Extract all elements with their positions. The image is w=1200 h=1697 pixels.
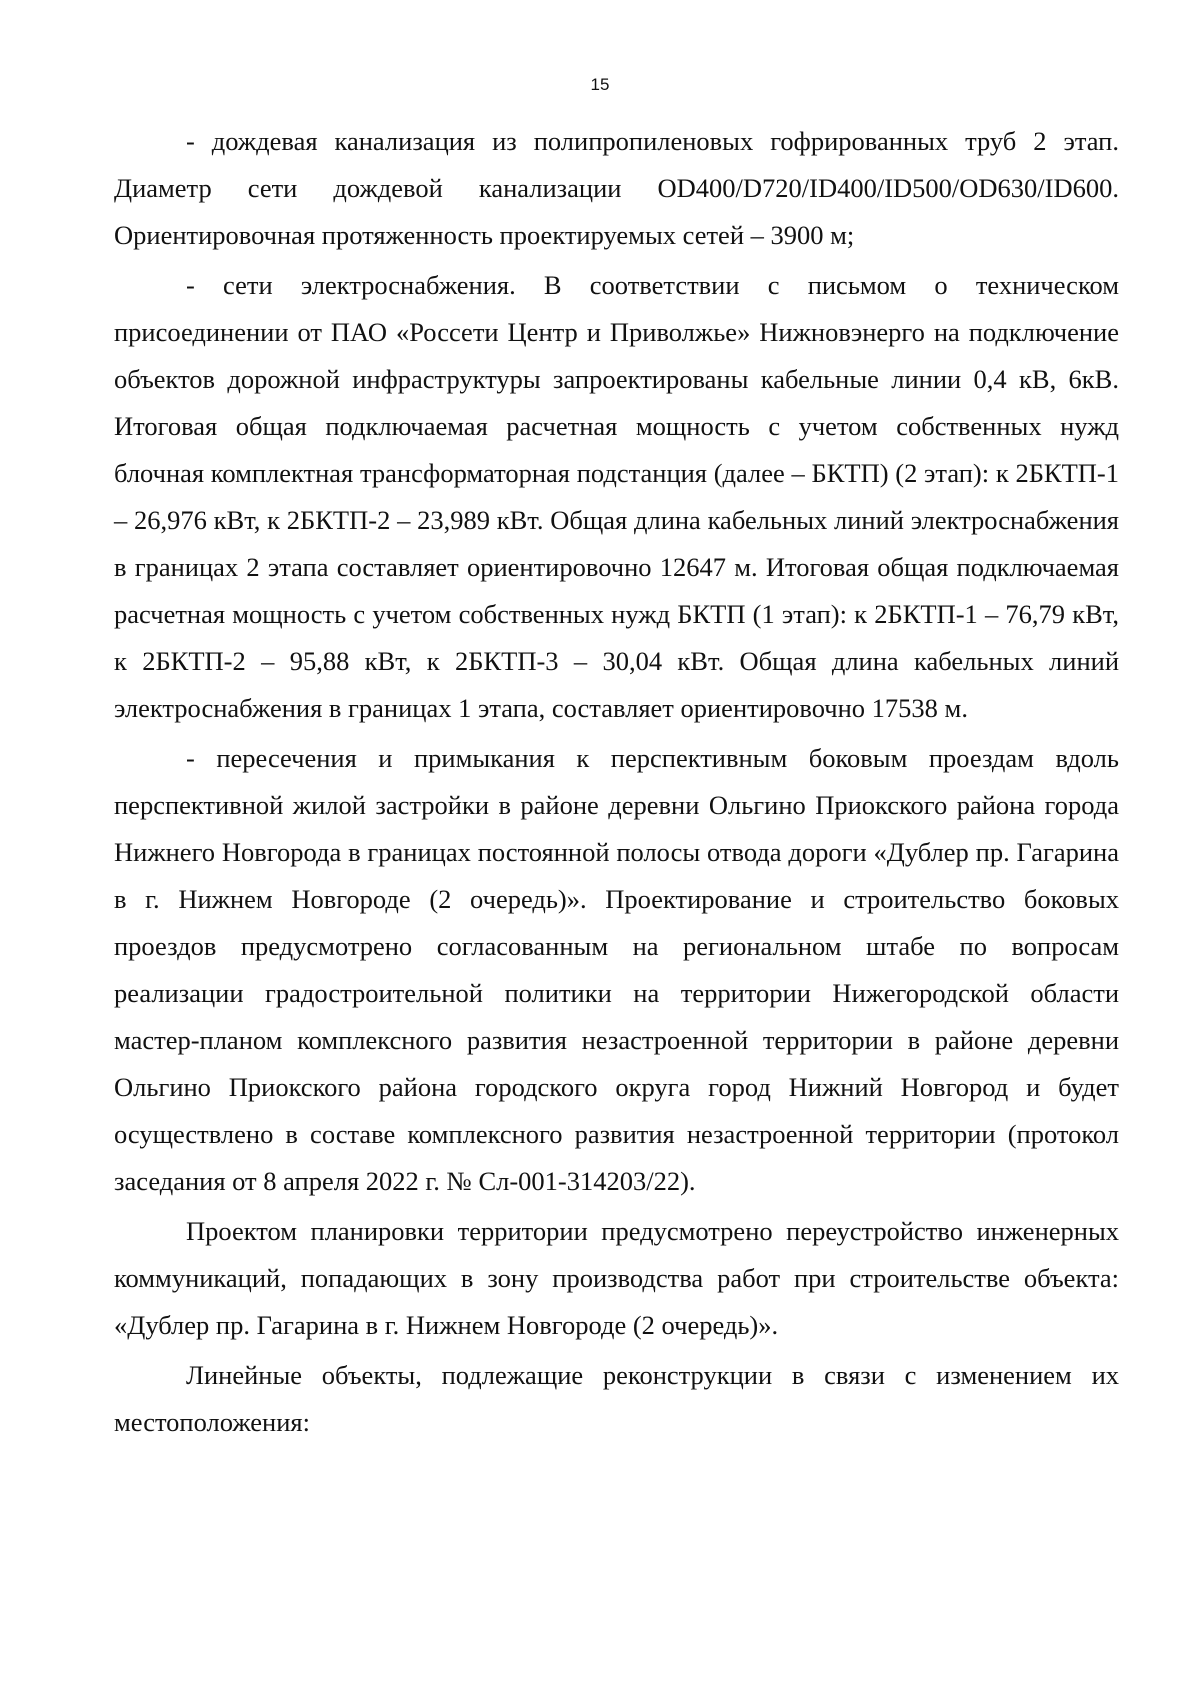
- document-body: [114, 118, 1119, 1446]
- paragraph-storm-sewer: - дождевая канализация из полипропиленовых гофрированных труб 2 этап. Диаметр сети дождевой канализации OD400/D720/ID400/ID500/OD630/ID600. Ориентировочная протяженность проектируемых сетей – 3900 м;: [114, 126, 1119, 250]
- paragraph-side-passages: - пересечения и примыкания к перспективным боковым проездам вдоль перспективной жилой застройки в районе деревни Ольгино Приокского района города Нижнего Новгорода в границах постоянной полосы отвода дороги «Дублер пр. Гагарина в г. Нижнем Новгороде (2 очередь)». Проектирование и строительство боковых проездов предусмотрено согласованным на региональном штабе по вопросам реализации градостроительной политики на территории Нижегородской области мастер-планом комплексного развития незастроенной территории в районе деревни Ольгино Приокского района городского округа город Нижний Новгород и будет осуществлено в составе комплексного развития незастроенной территории (протокол заседания от 8 апреля 2022 г. № Сл-001-314203/22).: [114, 743, 1119, 1196]
- paragraph-power-supply: - сети электроснабжения. В соответствии с письмом о техническом присоединении от ПАО «Россети Центр и Приволжье» Нижновэнерго на подключение объектов дорожной инфраструктуры запроектированы кабельные линии 0,4 кВ, 6кВ. Итоговая общая подключаемая расчетная мощность с учетом собственных нужд блочная комплектная трансформаторная подстанция (далее – БКТП) (2 этап): к 2БКТП-1 – 26,976 кВт, к 2БКТП-2 – 23,989 кВт. Общая длина кабельных линий электроснабжения в границах 2 этапа составляет ориентировочно 12647 м. Итоговая общая подключаемая расчетная мощность с учетом собственных нужд БКТП (1 этап): к 2БКТП-1 – 76,79 кВт, к 2БКТП-2 – 95,88 кВт, к 2БКТП-3 – 30,04 кВт. Общая длина кабельных линий электроснабжения в границах 1 этапа, составляет ориентировочно 17538 м.: [114, 270, 1119, 723]
- page-number: 15: [590, 75, 610, 94]
- paragraph-linear-objects: Линейные объекты, подлежащие реконструкции в связи с изменением их местоположения:: [114, 1360, 1119, 1437]
- paragraph-utilities-relocation: Проектом планировки территории предусмотрено переустройство инженерных коммуникаций, попадающих в зону производства работ при строительстве объекта: «Дублер пр. Гагарина в г. Нижнем Новгороде (2 очередь)».: [114, 1216, 1119, 1340]
